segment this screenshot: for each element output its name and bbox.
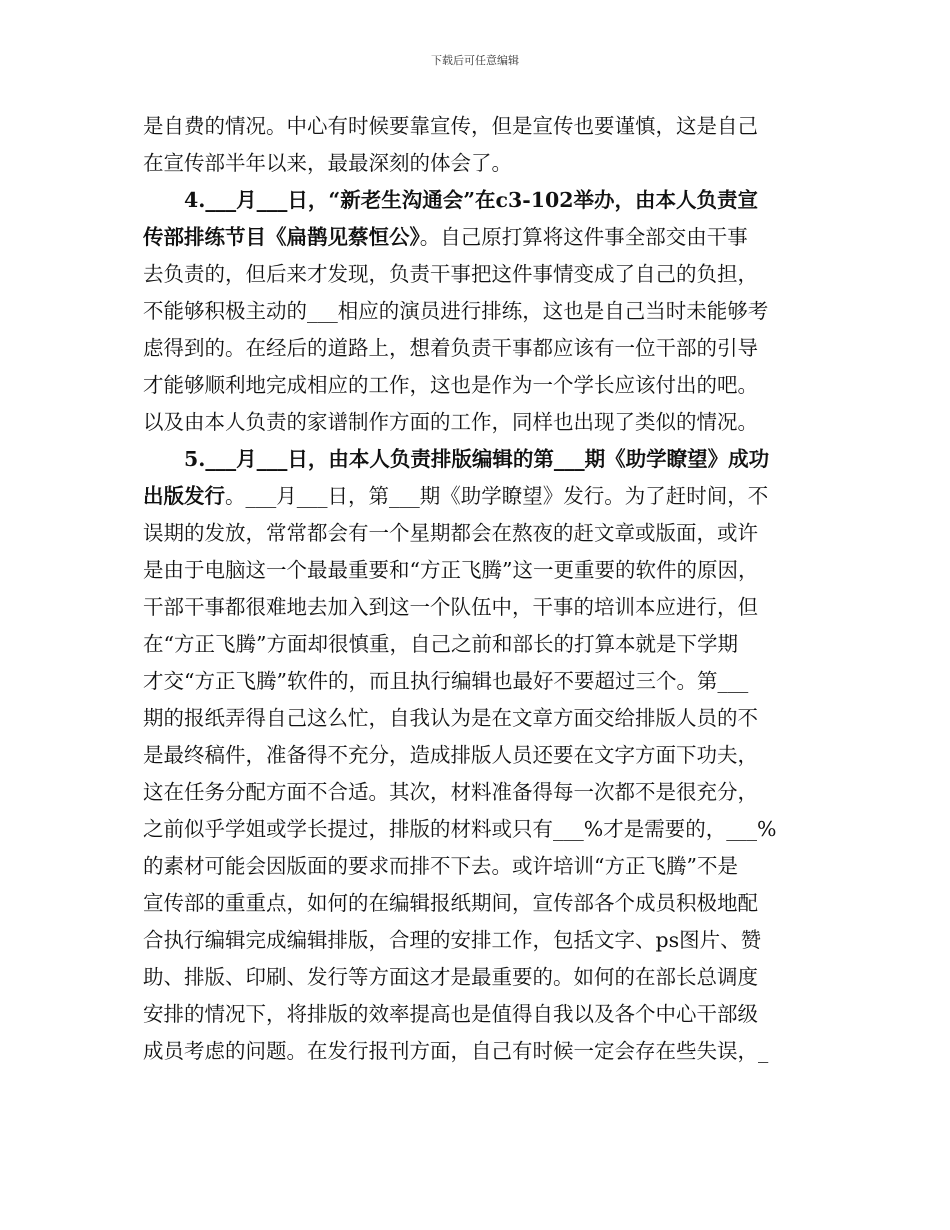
bold-text: 5.___月___日，由本人负责排版编辑的第___期《助学瞭望》成功 <box>184 447 770 471</box>
text-line <box>143 404 811 441</box>
line-text: 之前似乎学姐或学长提过，排版的材料或只有___%才是需要的，___% <box>143 817 777 841</box>
line-text: 是最终稿件，准备得不充分，造成排版人员还要在文字方面下功夫， <box>143 743 758 767</box>
line-text: 不能够积极主动的___相应的演员进行排练，这也是自己当时未能够考 <box>143 299 769 323</box>
text-line <box>143 663 811 700</box>
line-text: 才交“方正飞腾”软件的，而且执行编辑也最好不要超过三个。第___ <box>143 669 749 693</box>
text-line <box>143 589 811 626</box>
text-line <box>143 922 811 959</box>
text-line <box>143 552 811 589</box>
text-line <box>143 885 811 922</box>
line-text: 才能够顺利地完成相应的工作，这也是作为一个学长应该付出的吧。 <box>143 373 758 397</box>
line-text: 。自己原打算将这件事全部交由干事 <box>419 225 748 249</box>
line-text: 。___月___日，第___期《助学瞭望》发行。为了赶时间，不 <box>225 484 769 508</box>
bold-text: 出版发行 <box>143 484 225 508</box>
page-header: 下载后可任意编辑 <box>431 54 519 67</box>
text-line <box>143 1033 811 1070</box>
line-text: 成员考虑的问题。在发行报刊方面，自己有时候一定会存在些失误，_ <box>143 1039 769 1063</box>
text-line <box>143 515 811 552</box>
line-text: 期的报纸弄得自己这么忙，自我认为是在文章方面交给排版人员的不 <box>143 706 758 730</box>
text-line <box>143 737 811 774</box>
line-text: 是由于电脑这一个最最重要和“方正飞腾”这一更重要的软件的原因， <box>143 558 759 582</box>
line-text: 的素材可能会因版面的要求而排不下去。或许培训“方正飞腾”不是 <box>143 854 738 878</box>
text-line <box>143 811 811 848</box>
text-line <box>143 256 811 293</box>
text-line <box>143 145 811 182</box>
line-text: 在宣传部半年以来，最最深刻的体会了。 <box>143 151 512 175</box>
bold-text: 传部排练节目《扁鹊见蔡恒公》 <box>143 225 420 249</box>
text-line <box>143 996 811 1033</box>
paragraph-4-heading <box>143 182 811 219</box>
line-text: 误期的发放，常常都会有一个星期都会在熬夜的赶文章或版面，或许 <box>143 521 758 545</box>
line-text: 在“方正飞腾”方面却很慎重，自己之前和部长的打算本就是下学期 <box>143 632 738 656</box>
text-line <box>143 774 811 811</box>
text-line <box>143 219 811 256</box>
line-text: 以及由本人负责的家谱制作方面的工作，同样也出现了类似的情况。 <box>143 410 758 434</box>
line-text: 这在任务分配方面不合适。其次，材料准备得每一次都不是很充分， <box>143 780 758 804</box>
line-text: 宣传部的重重点，如何的在编辑报纸期间，宣传部各个成员积极地配 <box>143 891 758 915</box>
text-line <box>143 959 811 996</box>
line-text: 是自费的情况。中心有时候要靠宣传，但是宣传也要谨慎，这是自己 <box>143 114 758 138</box>
text-line <box>143 108 811 145</box>
line-text: 去负责的，但后来才发现，负责干事把这件事情变成了自己的负担， <box>143 262 758 286</box>
line-text: 助、排版、印刷、发行等方面这才是最重要的。如何的在部长总调度 <box>143 965 758 989</box>
text-line <box>143 478 811 515</box>
line-text: 合执行编辑完成编辑排版，合理的安排工作，包括文字、ps图片、赞 <box>143 928 762 952</box>
text-line <box>143 330 811 367</box>
paragraph-5-heading <box>143 441 811 478</box>
bold-text: 4.___月___日，“新老生沟通会”在c3-102举办，由本人负责宣 <box>184 188 759 212</box>
text-line <box>143 367 811 404</box>
text-line <box>143 626 811 663</box>
document-body <box>143 108 811 1070</box>
text-line <box>143 700 811 737</box>
line-text: 干部干事都很难地去加入到这一个队伍中，干事的培训本应进行，但 <box>143 595 758 619</box>
line-text: 虑得到的。在经后的道路上，想着负责干事都应该有一位干部的引导 <box>143 336 758 360</box>
text-line <box>143 848 811 885</box>
text-line <box>143 293 811 330</box>
line-text: 安排的情况下，将排版的效率提高也是值得自我以及各个中心干部级 <box>143 1002 758 1026</box>
